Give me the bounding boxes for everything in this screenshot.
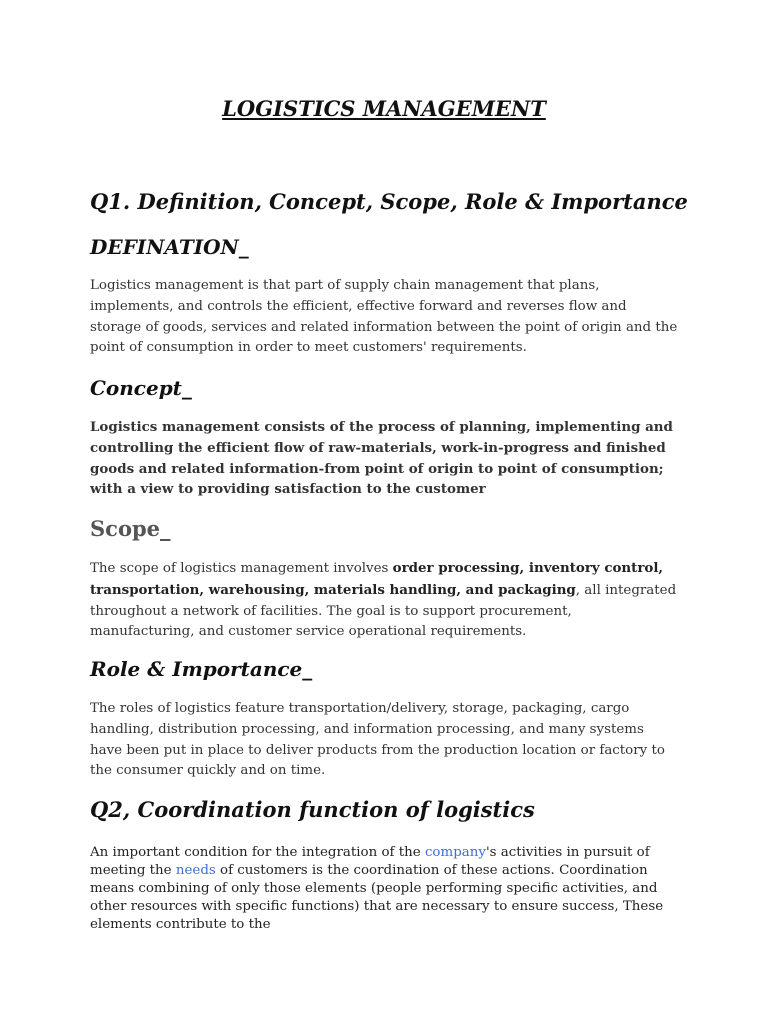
- q2-heading: Q2, Coordination function of logistics: [90, 797, 535, 822]
- document-title: LOGISTICS MANAGEMENT: [222, 96, 546, 121]
- concept-paragraph: Logistics management consists of the process of planning, implementing and controlling the efficient flow of raw-materials, work-in-progress and finished goods and related information-from point of origin to point of consumption; with a view to providing satisfaction to the customer: [90, 419, 673, 498]
- q2-paragraph: [90, 844, 680, 934]
- company-link[interactable]: company: [424, 845, 486, 860]
- definition-paragraph: Logistics management is that part of supply chain management that plans, implements, and controls the efficient, effective forward and reverses flow and storage of goods, services and related information between the point of origin and the point of consumption in order to meet customers' requirements.: [90, 278, 678, 356]
- q2-text-part2: 's activities in pursuit of meeting the: [90, 845, 650, 878]
- concept-heading: Concept_: [90, 376, 192, 400]
- q2-text-part3: of customers is the coordination of these actions. Coordination means combining of only those elements (people performing specific activities, and other resources with specific functions) that are necessary to ensure success, These elements contribute to the: [90, 863, 664, 932]
- scope-text-bold: order processing, inventory control, transportation, warehousing, materials handling, and packaging: [90, 560, 664, 598]
- scope-text-intro: The scope of logistics management involves: [90, 561, 393, 576]
- scope-heading: Scope_: [90, 516, 171, 541]
- role-heading: Role & Importance_: [90, 657, 313, 681]
- definition-heading: DEFINATION_: [90, 235, 249, 259]
- needs-link[interactable]: needs: [175, 863, 216, 878]
- scope-text-rest: , all integrated throughout a network of facilities. The goal is to support procurement, manufacturing, and customer service operational requirements.: [90, 582, 677, 640]
- q2-text-part1: An important condition for the integration of the: [90, 845, 425, 860]
- role-paragraph: The roles of logistics feature transportation/delivery, storage, packaging, cargo handling, distribution processing, and information processing, and many systems have been put in place to deliver products from the production location or factory to the consumer quickly and on time.: [90, 701, 665, 779]
- scope-paragraph: [90, 558, 680, 643]
- q1-heading: Q1. Definition, Concept, Scope, Role & Importance: [90, 189, 688, 214]
